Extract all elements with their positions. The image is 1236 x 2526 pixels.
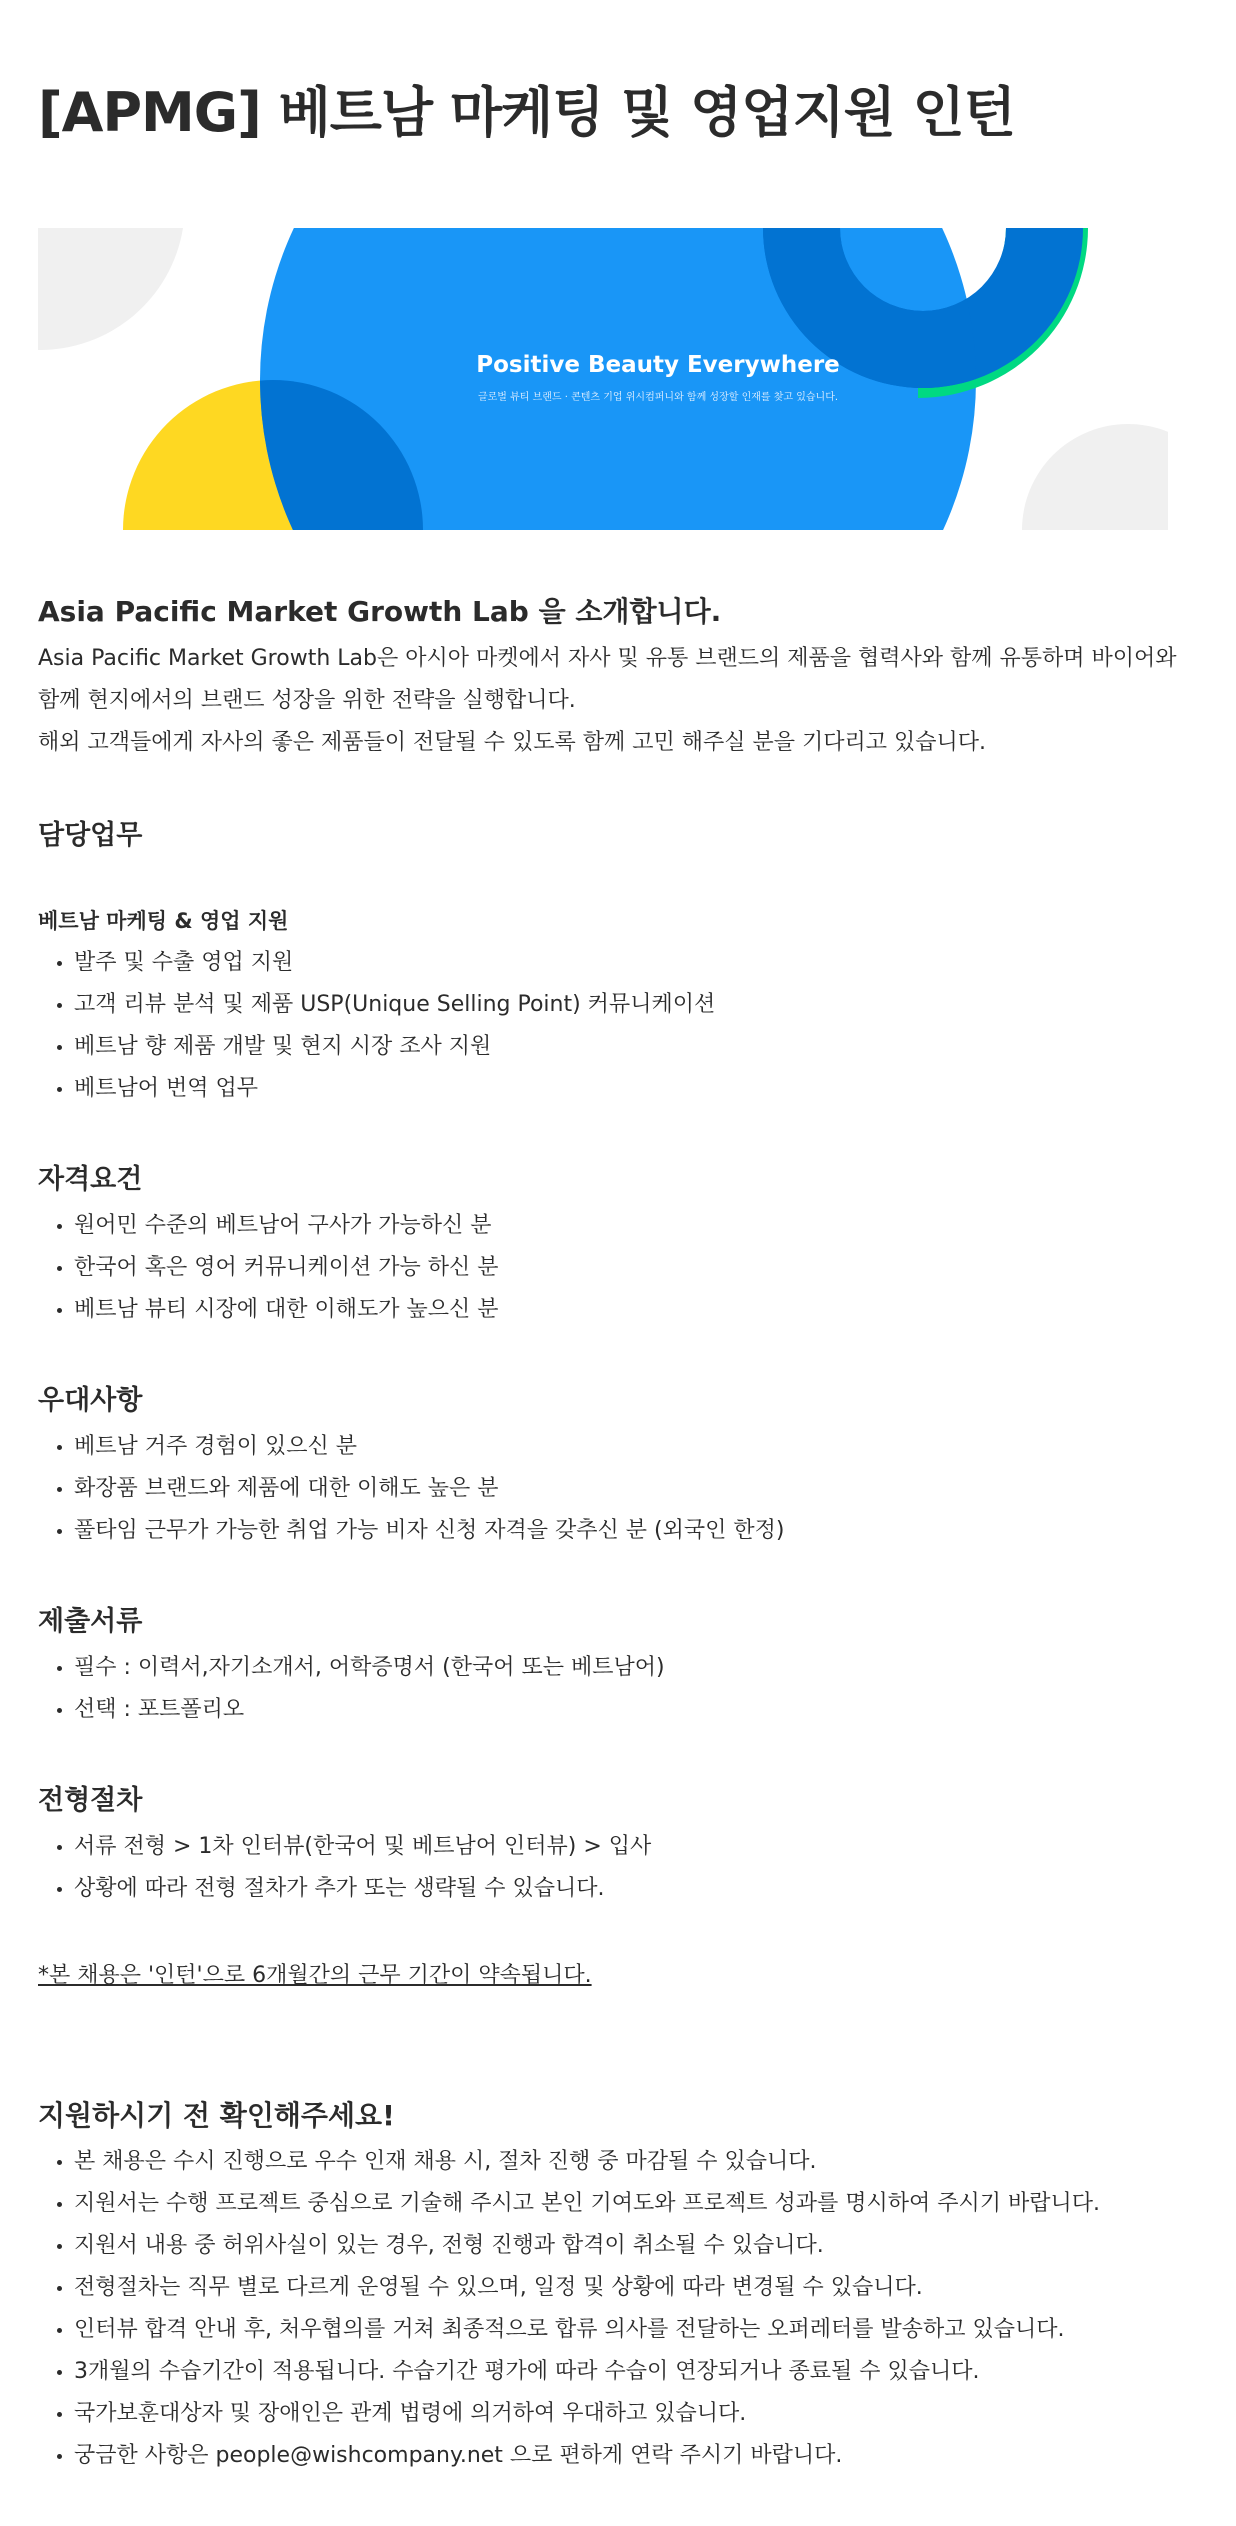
banner-subline: 글로벌 뷰티 브랜드 · 콘텐츠 기업 위시컴퍼니와 함께 성장할 인재를 찾고 있습니다. — [477, 392, 839, 403]
intro-line-2: 함께 현지에서의 브랜드 성장을 위한 전략을 실행합니다. — [38, 688, 576, 713]
list-item: 3개월의 수습기간이 적용됩니다. 수습기간 평가에 따라 수습이 연장되거나 종료될 수 있습니다. — [38, 2351, 1100, 2393]
bullet-icon — [57, 1266, 62, 1271]
bullet-icon — [57, 1666, 62, 1671]
bullet-icon — [57, 1045, 62, 1050]
checklist-heading: 지원하시기 전 확인해주세요! — [38, 2099, 395, 2132]
preferred-list — [38, 1426, 784, 1552]
bullet-icon — [57, 2202, 62, 2207]
list-item: 화장품 브랜드와 제품에 대한 이해도 높은 분 — [38, 1468, 784, 1510]
list-item: 본 채용은 수시 진행으로 우수 인재 채용 시, 절차 진행 중 마감될 수 있습니다. — [38, 2141, 1100, 2183]
list-item: 풀타임 근무가 가능한 취업 가능 비자 신청 자격을 갖추신 분 (외국인 한정) — [38, 1510, 784, 1552]
list-item: 서류 전형 > 1차 인터뷰(한국어 및 베트남어 인터뷰) > 입사 — [38, 1826, 651, 1868]
documents-heading: 제출서류 — [38, 1606, 143, 1637]
bullet-icon — [57, 1224, 62, 1229]
intro-heading: Asia Pacific Market Growth Lab 을 소개합니다. — [38, 595, 722, 628]
bullet-icon — [57, 961, 62, 966]
list-item: 선택 : 포트폴리오 — [38, 1689, 665, 1731]
bullet-icon — [57, 1445, 62, 1450]
bullet-icon — [57, 2370, 62, 2375]
hero-banner — [38, 228, 1168, 530]
list-item: 베트남어 번역 업무 — [38, 1068, 715, 1110]
bullet-icon — [57, 1845, 62, 1850]
intro-line-1: Asia Pacific Market Growth Lab은 아시아 마켓에서 자사 및 유통 브랜드의 제품을 협력사와 함께 유통하며 바이어와 — [38, 646, 1177, 671]
list-item: 고객 리뷰 분석 및 제품 USP(Unique Selling Point) 커뮤니케이션 — [38, 984, 715, 1026]
bullet-icon — [57, 2454, 62, 2459]
bullet-icon — [57, 2328, 62, 2333]
page-title: [APMG] 베트남 마케팅 및 영업지원 인턴 — [38, 81, 1015, 144]
list-item: 국가보훈대상자 및 장애인은 관계 법령에 의거하여 우대하고 있습니다. — [38, 2393, 1100, 2435]
documents-list — [38, 1647, 665, 1731]
duties-heading: 담당업무 — [38, 820, 143, 851]
bullet-icon — [57, 1487, 62, 1492]
internship-notice: *본 채용은 '인턴'으로 6개월간의 근무 기간이 약속됩니다. — [38, 1963, 592, 1988]
bullet-icon — [57, 1087, 62, 1092]
process-heading: 전형절차 — [38, 1785, 143, 1816]
list-item: 한국어 혹은 영어 커뮤니케이션 가능 하신 분 — [38, 1247, 499, 1289]
banner-headline: Positive Beauty Everywhere — [476, 352, 840, 378]
list-item: 지원서는 수행 프로젝트 중심으로 기술해 주시고 본인 기여도와 프로젝트 성과를 명시하여 주시기 바랍니다. — [38, 2183, 1100, 2225]
bullet-icon — [57, 1003, 62, 1008]
process-list — [38, 1826, 651, 1910]
bullet-icon — [57, 2286, 62, 2291]
requirements-heading: 자격요건 — [38, 1164, 143, 1195]
duties-list — [38, 942, 715, 1110]
duties-subheading: 베트남 마케팅 & 영업 지원 — [38, 909, 289, 933]
list-item: 필수 : 이력서,자기소개서, 어학증명서 (한국어 또는 베트남어) — [38, 1647, 665, 1689]
bullet-icon — [57, 2244, 62, 2249]
bullet-icon — [57, 1887, 62, 1892]
list-item: 지원서 내용 중 허위사실이 있는 경우, 전형 진행과 합격이 취소될 수 있습니다. — [38, 2225, 1100, 2267]
list-item: 인터뷰 합격 안내 후, 처우협의를 거쳐 최종적으로 합류 의사를 전달하는 오퍼레터를 발송하고 있습니다. — [38, 2309, 1100, 2351]
requirements-list — [38, 1205, 499, 1331]
list-item: 원어민 수준의 베트남어 구사가 가능하신 분 — [38, 1205, 499, 1247]
list-item: 궁금한 사항은 people@wishcompany.net 으로 편하게 연락 주시기 바랍니다. — [38, 2435, 1100, 2477]
bullet-icon — [57, 2160, 62, 2165]
list-item: 전형절차는 직무 별로 다르게 운영될 수 있으며, 일정 및 상황에 따라 변경될 수 있습니다. — [38, 2267, 1100, 2309]
bullet-icon — [57, 1529, 62, 1534]
checklist-list — [38, 2141, 1100, 2477]
list-item: 발주 및 수출 영업 지원 — [38, 942, 715, 984]
bullet-icon — [57, 2412, 62, 2417]
intro-line-3: 해외 고객들에게 자사의 좋은 제품들이 전달될 수 있도록 함께 고민 해주실 분을 기다리고 있습니다. — [38, 730, 986, 755]
list-item: 베트남 향 제품 개발 및 현지 시장 조사 지원 — [38, 1026, 715, 1068]
list-item: 베트남 뷰티 시장에 대한 이해도가 높으신 분 — [38, 1289, 499, 1331]
list-item: 베트남 거주 경험이 있으신 분 — [38, 1426, 784, 1468]
list-item: 상황에 따라 전형 절차가 추가 또는 생략될 수 있습니다. — [38, 1868, 651, 1910]
preferred-heading: 우대사항 — [38, 1385, 143, 1416]
bullet-icon — [57, 1708, 62, 1713]
bullet-icon — [57, 1308, 62, 1313]
